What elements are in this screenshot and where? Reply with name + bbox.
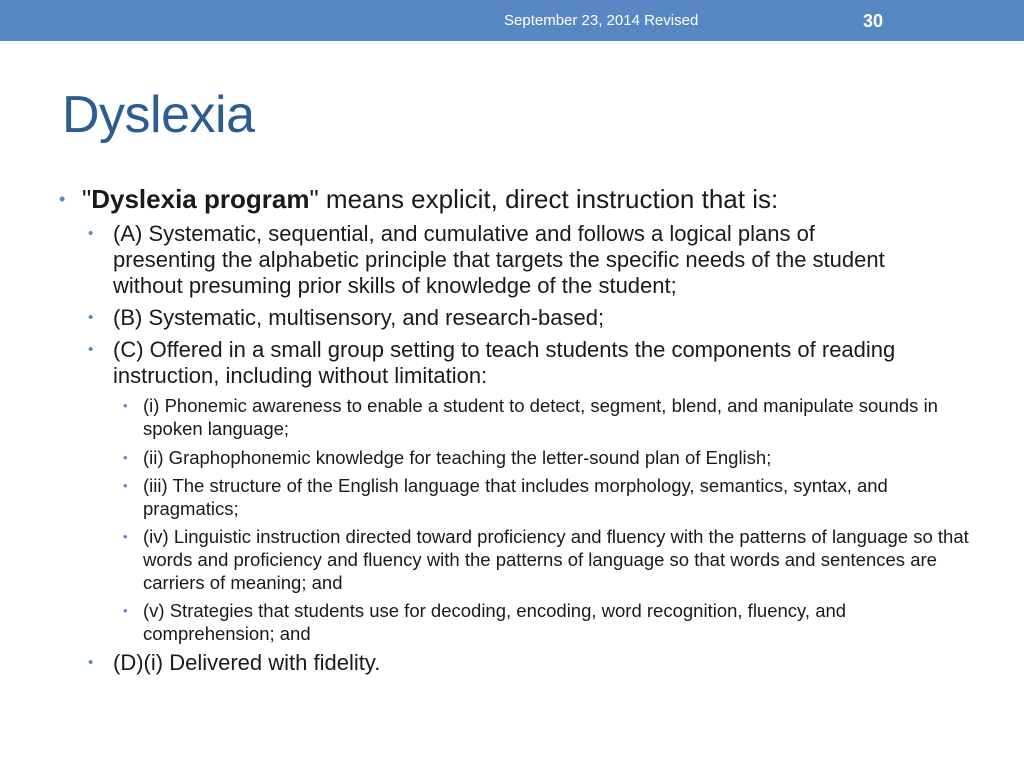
sub-item-text: (iii) The structure of the English language that includes morphology, semantics, syntax, and pragmatics;: [143, 475, 888, 519]
list-item-text: (D)(i) Delivered with fidelity.: [113, 650, 381, 675]
list-item-a: [88, 221, 913, 299]
sub-item-text: (iv) Linguistic instruction directed toward proficiency and fluency with the patterns of language so that words and proficiency and fluency with the patterns of language so that words and sentences are carriers of meaning; and: [143, 526, 969, 593]
sub-item-text: (ii) Graphophonemic knowledge for teaching the letter-sound plan of English;: [143, 447, 772, 468]
bullet-icon: •: [88, 341, 94, 358]
slide-number: 30: [863, 11, 884, 31]
list-item-text: (A) Systematic, sequential, and cumulative and follows a logical plans of presenting the alphabetic principle that targets the specific needs of the student without presuming prior skills of knowledge of the student;: [113, 221, 885, 298]
list-item-text: (C) Offered in a small group setting to teach students the components of reading instruction, including without limitation:: [113, 337, 896, 388]
sub-item-iii: [123, 474, 973, 520]
sub-item-text: (i) Phonemic awareness to enable a student to detect, segment, blend, and manipulate sounds in spoken language;: [143, 395, 938, 439]
sub-item-i: [123, 394, 973, 440]
quote-open: ": [82, 184, 92, 214]
defined-term: Dyslexia program: [91, 184, 310, 214]
definition-rest: " means explicit, direct instruction that is:: [309, 184, 779, 214]
bullet-icon: •: [123, 603, 128, 618]
list-item-text: (B) Systematic, multisensory, and research-based;: [113, 305, 605, 330]
list-item-d: [88, 650, 913, 676]
sub-item-iv: [123, 525, 973, 594]
bullet-icon: •: [123, 398, 128, 413]
bullet-icon: •: [88, 225, 94, 242]
bullet-icon: •: [123, 450, 128, 465]
slide-title: Dyslexia: [62, 86, 255, 144]
slide-header-bar: [0, 0, 1024, 41]
bullet-icon: •: [59, 189, 66, 209]
bullet-icon: •: [88, 654, 94, 671]
bullet-icon: •: [88, 309, 94, 326]
sub-item-ii: [123, 446, 973, 469]
list-item-b: [88, 305, 913, 331]
bullet-icon: •: [123, 478, 128, 493]
sub-item-v: [123, 599, 973, 645]
sub-item-text: (v) Strategies that students use for decoding, encoding, word recognition, fluency, and comprehension; and: [143, 600, 847, 644]
bullet-icon: •: [123, 529, 128, 544]
slide-date: September 23, 2014 Revised: [504, 12, 699, 29]
definition-intro: [59, 183, 962, 216]
list-item-c: [88, 337, 913, 389]
